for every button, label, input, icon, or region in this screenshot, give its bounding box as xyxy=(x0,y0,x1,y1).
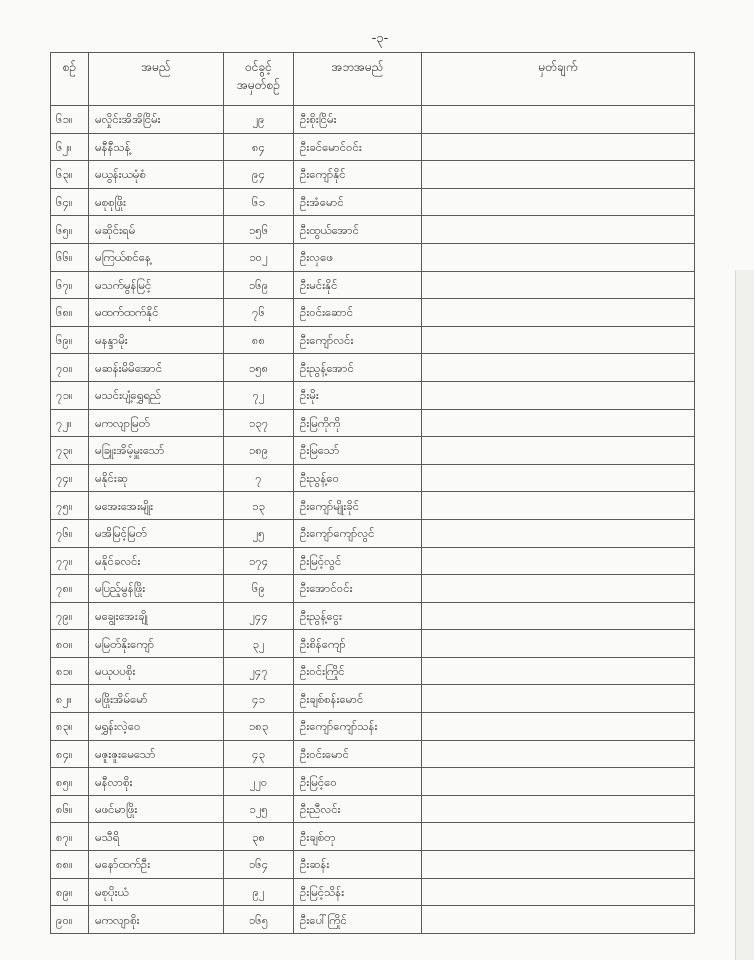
row-name: မစုစုဖြိုး xyxy=(89,188,224,216)
row-remarks xyxy=(422,299,695,327)
row-admission-no: ၂၉ xyxy=(224,106,294,134)
table-row xyxy=(51,795,695,823)
row-serial-no: ၇၈။ xyxy=(51,575,89,603)
row-father-name: ဦးစိုးငြိမ်း xyxy=(294,106,422,134)
row-name: မမြတ်နိုးကျော် xyxy=(89,630,224,658)
row-remarks xyxy=(422,713,695,741)
row-name: မယုပပစိုး xyxy=(89,657,224,685)
row-remarks xyxy=(422,133,695,161)
row-remarks xyxy=(422,685,695,713)
table-row xyxy=(51,133,695,161)
row-remarks xyxy=(422,657,695,685)
row-father-name: ဦးအံမောင် xyxy=(294,188,422,216)
row-serial-no: ၇၃။ xyxy=(51,437,89,465)
table-row xyxy=(51,657,695,685)
table-row xyxy=(51,271,695,299)
table-row xyxy=(51,381,695,409)
row-admission-no: ၉၂ xyxy=(224,878,294,906)
row-serial-no: ၈၆။ xyxy=(51,795,89,823)
row-name: မသက်မွန်မြင့် xyxy=(89,271,224,299)
row-serial-no: ၇၀။ xyxy=(51,354,89,382)
row-serial-no: ၇၁။ xyxy=(51,381,89,409)
row-name: မထက်ထက်နိုင် xyxy=(89,299,224,327)
row-name: မဖြိုးအိမ်မော် xyxy=(89,685,224,713)
header-name: အမည် xyxy=(89,53,224,106)
row-remarks xyxy=(422,437,695,465)
row-remarks xyxy=(422,326,695,354)
row-serial-no: ၇၄။ xyxy=(51,464,89,492)
row-father-name: ဦးကျော်မျိုးခိုင် xyxy=(294,492,422,520)
row-remarks xyxy=(422,464,695,492)
row-name: မပြည့်မွန်ဖြိုး xyxy=(89,575,224,603)
row-name: မကလျာမြတ် xyxy=(89,409,224,437)
row-admission-no: ၃၂ xyxy=(224,630,294,658)
row-serial-no: ၆၈။ xyxy=(51,299,89,327)
header-admission-no xyxy=(224,53,294,106)
row-name: မဆိုင်းရမ် xyxy=(89,216,224,244)
row-serial-no: ၈၃။ xyxy=(51,713,89,741)
table-row xyxy=(51,878,695,906)
row-remarks xyxy=(422,768,695,796)
table-row xyxy=(51,768,695,796)
row-remarks xyxy=(422,575,695,603)
row-remarks xyxy=(422,906,695,934)
table-row xyxy=(51,326,695,354)
row-remarks xyxy=(422,823,695,851)
row-father-name: ဦးဝင်းမောင် xyxy=(294,740,422,768)
row-name: မချွေးအေးချို xyxy=(89,602,224,630)
row-name: မနီလာစိုး xyxy=(89,768,224,796)
header-admission-no-line2: အမှတ်စဉ် xyxy=(237,78,280,92)
row-name: မနန္ဒာမိုး xyxy=(89,326,224,354)
row-name: မလှိုင်းအိအိငြိမ်း xyxy=(89,106,224,134)
header-admission-no-line1: ဝင်ခွင့် xyxy=(245,60,272,74)
row-admission-no: ၈၈ xyxy=(224,326,294,354)
row-remarks xyxy=(422,409,695,437)
table-row xyxy=(51,740,695,768)
row-remarks xyxy=(422,519,695,547)
row-admission-no: ၁၅၆ xyxy=(224,216,294,244)
row-name: မသီရိ xyxy=(89,823,224,851)
row-name: မသင်းပျံ့ရွှေရည် xyxy=(89,381,224,409)
row-remarks xyxy=(422,271,695,299)
row-name: မနော်ထက်ဦး xyxy=(89,851,224,879)
row-serial-no: ၈၇။ xyxy=(51,823,89,851)
table-row xyxy=(51,713,695,741)
row-name: မယွန်းယမုံစံ xyxy=(89,161,224,189)
row-remarks xyxy=(422,740,695,768)
header-father-name: အဘအမည် xyxy=(294,53,422,106)
row-father-name: ဦးအောင်ဝင်း xyxy=(294,575,422,603)
row-serial-no: ၈၂။ xyxy=(51,685,89,713)
row-serial-no: ၆၃။ xyxy=(51,161,89,189)
row-admission-no: ၁၆၄ xyxy=(224,851,294,879)
row-admission-no: ၁၆၅ xyxy=(224,906,294,934)
row-name: မနိုင်ခလင်း xyxy=(89,547,224,575)
page-edge-shadow xyxy=(735,270,754,960)
row-father-name: ဦးဆန်း xyxy=(294,851,422,879)
row-serial-no: ၆၁။ xyxy=(51,106,89,134)
row-admission-no: ၁၅၈ xyxy=(224,354,294,382)
row-father-name: ဦးညွန့်ငွေး xyxy=(294,602,422,630)
row-serial-no: ၇၂။ xyxy=(51,409,89,437)
row-remarks xyxy=(422,381,695,409)
row-serial-no: ၆၇။ xyxy=(51,271,89,299)
table-row xyxy=(51,575,695,603)
row-father-name: ဦးမြင့်လွင် xyxy=(294,547,422,575)
row-remarks xyxy=(422,878,695,906)
table-row xyxy=(51,216,695,244)
row-serial-no: ၆၄။ xyxy=(51,188,89,216)
row-admission-no: ၇၂ xyxy=(224,381,294,409)
student-list-table xyxy=(50,52,695,934)
row-father-name: ဦးကျော်လင်း xyxy=(294,326,422,354)
row-remarks xyxy=(422,243,695,271)
row-remarks xyxy=(422,216,695,244)
row-serial-no: ၆၂။ xyxy=(51,133,89,161)
row-father-name: ဦးဝင်းဆောင် xyxy=(294,299,422,327)
row-admission-no: ၈၄ xyxy=(224,133,294,161)
table-row xyxy=(51,299,695,327)
row-serial-no: ၈၁။ xyxy=(51,657,89,685)
row-name: မနီနီသန့် xyxy=(89,133,224,161)
row-serial-no: ၇၆။ xyxy=(51,519,89,547)
row-admission-no: ၂၅ xyxy=(224,519,294,547)
table-row xyxy=(51,630,695,658)
row-serial-no: ၈၀။ xyxy=(51,630,89,658)
table-row xyxy=(51,409,695,437)
row-admission-no: ၇၆ xyxy=(224,299,294,327)
row-name: မဇူးဇူးမေသော် xyxy=(89,740,224,768)
table-row xyxy=(51,685,695,713)
row-admission-no: ၂၄၄ xyxy=(224,602,294,630)
row-admission-no: ၁၈၃ xyxy=(224,713,294,741)
row-serial-no: ၇၇။ xyxy=(51,547,89,575)
row-admission-no: ၄၃ xyxy=(224,740,294,768)
table-row xyxy=(51,437,695,465)
row-admission-no: ၁၃၇ xyxy=(224,409,294,437)
row-serial-no: ၆၅။ xyxy=(51,216,89,244)
row-admission-no: ၆၉ xyxy=(224,575,294,603)
table-header-row xyxy=(51,53,695,106)
row-remarks xyxy=(422,630,695,658)
row-admission-no: ၂၄၇ xyxy=(224,657,294,685)
row-father-name: ဦးဝင်းကြိုင် xyxy=(294,657,422,685)
row-admission-no: ၁၂၅ xyxy=(224,795,294,823)
table-body xyxy=(51,106,695,934)
row-remarks xyxy=(422,851,695,879)
row-name: မနိုင်းဆု xyxy=(89,464,224,492)
row-admission-no: ၁၃ xyxy=(224,492,294,520)
row-name: မခြူးအိမ့်မှူးသော် xyxy=(89,437,224,465)
page-number: -၃- xyxy=(371,31,389,46)
row-father-name: ဦးပေါ်ကြိုင် xyxy=(294,906,422,934)
row-name: မကြယ်စင်နေ့ xyxy=(89,243,224,271)
row-admission-no: ၁၈၉ xyxy=(224,437,294,465)
row-father-name: ဦးကျော်ကျော်သန်း xyxy=(294,713,422,741)
row-father-name: ဦးမိုး xyxy=(294,381,422,409)
row-father-name: ဦးချစ်စန်းမောင် xyxy=(294,685,422,713)
row-father-name: ဦးညီလင်း xyxy=(294,795,422,823)
row-father-name: ဦးကျော်ကျော်လွင် xyxy=(294,519,422,547)
row-father-name: ဦးကျော်နိုင် xyxy=(294,161,422,189)
table-row xyxy=(51,547,695,575)
row-name: မဆန်းမိမိအောင် xyxy=(89,354,224,382)
table-row xyxy=(51,851,695,879)
row-serial-no: ၈၅။ xyxy=(51,768,89,796)
row-remarks xyxy=(422,547,695,575)
row-serial-no: ၇၉။ xyxy=(51,602,89,630)
row-remarks xyxy=(422,188,695,216)
table-row xyxy=(51,492,695,520)
header-serial-no: စဉ် xyxy=(51,53,89,106)
row-name: မစုပိုးယံ xyxy=(89,878,224,906)
row-admission-no: ၄၁ xyxy=(224,685,294,713)
row-name: မကလျာစိုး xyxy=(89,906,224,934)
row-serial-no: ၈၄။ xyxy=(51,740,89,768)
row-remarks xyxy=(422,492,695,520)
row-name: မဖင်မာဖြိုး xyxy=(89,795,224,823)
row-admission-no: ၉၄ xyxy=(224,161,294,189)
row-remarks xyxy=(422,106,695,134)
row-father-name: ဦးလှဖေ xyxy=(294,243,422,271)
table-row xyxy=(51,188,695,216)
row-name: မရွှန်းလဲ့ဝေ xyxy=(89,713,224,741)
table-row xyxy=(51,354,695,382)
row-admission-no: ၇ xyxy=(224,464,294,492)
row-serial-no: ၆၉။ xyxy=(51,326,89,354)
row-father-name: ဦးခင်မောင်ဝင်း xyxy=(294,133,422,161)
table-row xyxy=(51,823,695,851)
row-father-name: ဦးချစ်တု xyxy=(294,823,422,851)
table-row xyxy=(51,106,695,134)
table-row xyxy=(51,602,695,630)
row-serial-no: ၈၈။ xyxy=(51,851,89,879)
row-serial-no: ၆၆။ xyxy=(51,243,89,271)
row-admission-no: ၃၈ xyxy=(224,823,294,851)
row-father-name: ဦးမြကိုကို xyxy=(294,409,422,437)
row-father-name: ဦးညွန့်ဝေ xyxy=(294,464,422,492)
row-admission-no: ၁၆၉ xyxy=(224,271,294,299)
row-admission-no: ၁၀၂ xyxy=(224,243,294,271)
row-father-name: ဦးမြင့်ဝေ xyxy=(294,768,422,796)
table-row xyxy=(51,519,695,547)
row-serial-no: ၉၀။ xyxy=(51,906,89,934)
row-remarks xyxy=(422,354,695,382)
row-father-name: ဦးထွယ်အောင် xyxy=(294,216,422,244)
row-name: မအေးအေးမျိုး xyxy=(89,492,224,520)
row-admission-no: ၂၂၀ xyxy=(224,768,294,796)
row-remarks xyxy=(422,161,695,189)
row-admission-no: ၆၁ xyxy=(224,188,294,216)
row-father-name: ဦးညွန့်အောင် xyxy=(294,354,422,382)
table-row xyxy=(51,906,695,934)
row-serial-no: ၇၅။ xyxy=(51,492,89,520)
row-father-name: ဦးမြင့်သိန်း xyxy=(294,878,422,906)
row-father-name: ဦးစိန်ကျော် xyxy=(294,630,422,658)
row-father-name: ဦးမြသော် xyxy=(294,437,422,465)
header-remarks: မှတ်ချက် xyxy=(422,53,695,106)
row-remarks xyxy=(422,602,695,630)
table-row xyxy=(51,243,695,271)
row-remarks xyxy=(422,795,695,823)
table-row xyxy=(51,161,695,189)
row-serial-no: ၈၉။ xyxy=(51,878,89,906)
table-row xyxy=(51,464,695,492)
row-name: မအိမြင့်မြတ် xyxy=(89,519,224,547)
row-father-name: ဦးမင်းနိုင် xyxy=(294,271,422,299)
row-admission-no: ၁၇၄ xyxy=(224,547,294,575)
